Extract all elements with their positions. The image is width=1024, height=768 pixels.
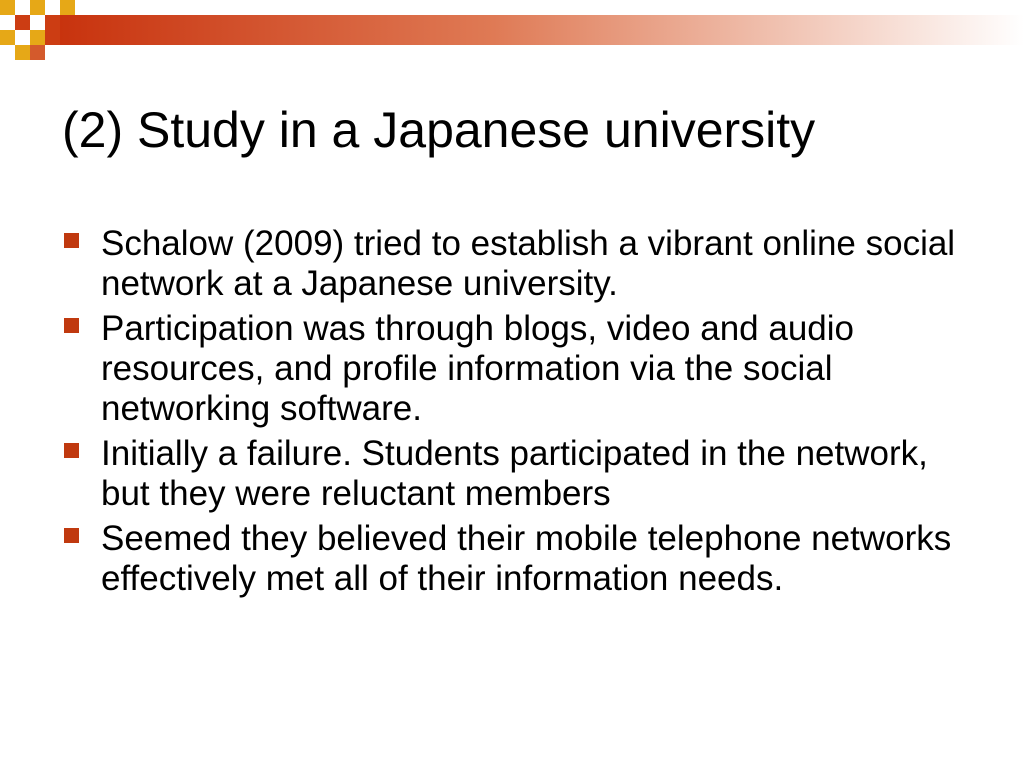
header-gradient-bar	[60, 15, 1024, 45]
deco-square-gold-3	[60, 0, 75, 15]
deco-square-gold-2	[30, 0, 45, 15]
square-bullet-icon	[64, 318, 79, 333]
deco-square-gold-6	[15, 45, 30, 60]
deco-square-orange-1	[15, 15, 30, 30]
bullet-text: Initially a failure. Students participated in the network, but they were reluctant members	[101, 434, 928, 513]
bullet-item	[64, 434, 964, 514]
deco-square-gold-4	[0, 30, 15, 45]
square-bullet-icon	[64, 528, 79, 543]
header-decoration-band	[0, 0, 1024, 60]
deco-square-orange-3	[45, 30, 60, 45]
deco-square-orange-4	[30, 45, 45, 60]
bullet-item	[64, 224, 964, 304]
bullet-list	[64, 224, 964, 604]
deco-square-orange-2	[45, 15, 60, 30]
square-bullet-icon	[64, 443, 79, 458]
slide-title: (2) Study in a Japanese university	[62, 102, 816, 158]
bullet-text: Schalow (2009) tried to establish a vibrant online social network at a Japanese university.	[101, 224, 956, 303]
square-bullet-icon	[64, 233, 79, 248]
deco-square-gold-1	[0, 0, 15, 15]
deco-square-gold-5	[30, 30, 45, 45]
bullet-item	[64, 309, 964, 429]
bullet-item	[64, 519, 964, 599]
bullet-text: Seemed they believed their mobile telephone networks effectively met all of their information needs.	[101, 519, 952, 598]
bullet-text: Participation was through blogs, video and audio resources, and profile information via the social networking software.	[101, 309, 854, 428]
